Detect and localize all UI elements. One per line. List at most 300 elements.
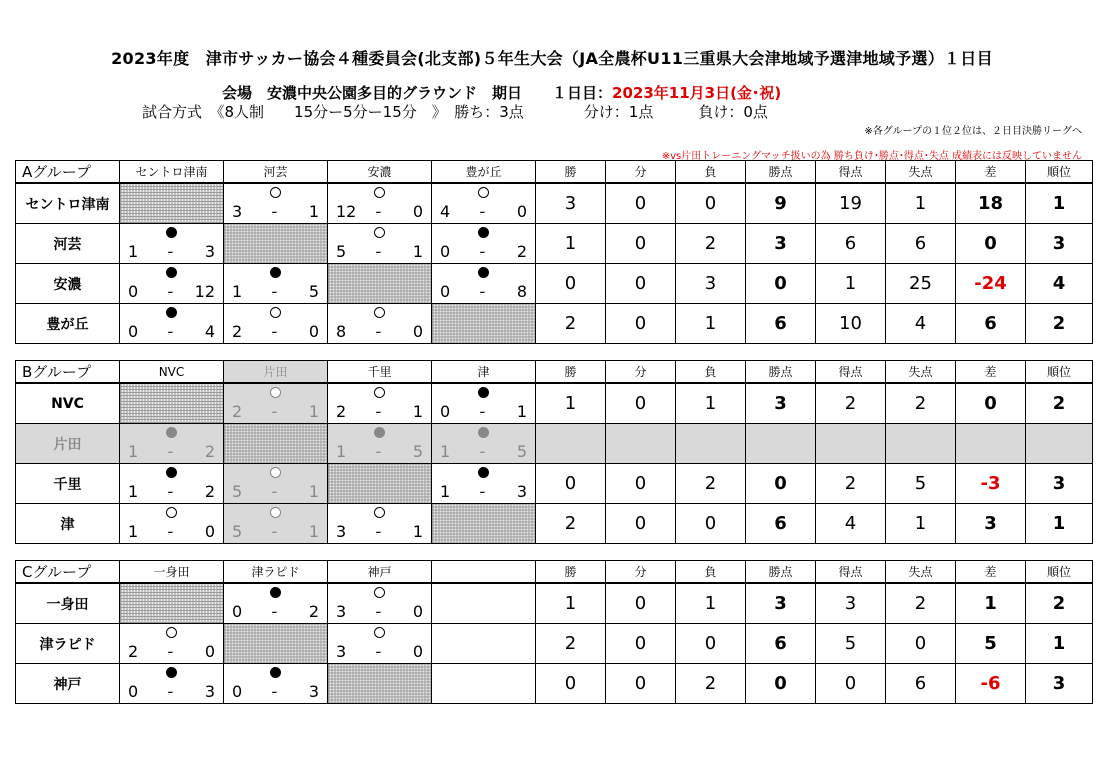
win-circle-icon [270, 507, 281, 518]
goals-for: 12 [336, 202, 357, 221]
goals-against: 0 [308, 322, 319, 341]
score-dash: - [271, 322, 278, 341]
column-team-name: 豊が丘 [432, 161, 536, 184]
match-score [432, 442, 535, 462]
stat-cell: 1 [536, 224, 606, 264]
column-team-name: 神戸 [328, 561, 432, 584]
match-result-cell [432, 304, 536, 344]
loss-dot-icon [270, 267, 281, 278]
stat-cell: 1 [676, 383, 746, 424]
stat-cell: -3 [956, 464, 1026, 504]
goals-against: 1 [412, 402, 423, 421]
match-score [120, 522, 223, 542]
stat-header: 得点 [816, 361, 886, 384]
stat-cell: 3 [1026, 224, 1093, 264]
stat-cell: 0 [606, 664, 676, 704]
stat-header: 分 [606, 361, 676, 384]
stat-header: 順位 [1026, 161, 1093, 184]
stat-header: 負 [676, 561, 746, 584]
team-row [16, 383, 1093, 424]
stat-cell: 6 [746, 304, 816, 344]
stat-cell [956, 424, 1026, 464]
stat-cell: -24 [956, 264, 1026, 304]
match-result-cell [432, 424, 536, 464]
score-dash: - [375, 322, 382, 341]
match-score [328, 402, 431, 422]
match-result-cell [432, 464, 536, 504]
stat-cell: 0 [606, 583, 676, 624]
goals-against: 5 [516, 442, 527, 461]
venue-label: 会場 安濃中央公園多目的グラウンド 期日 １日目： [222, 84, 613, 102]
match-result-cell [120, 664, 224, 704]
stat-cell: 3 [746, 224, 816, 264]
row-team-name: 津ラピド [16, 624, 120, 664]
win-circle-icon [478, 187, 489, 198]
goals-against: 3 [308, 682, 319, 701]
loss-dot-icon [166, 227, 177, 238]
match-score [224, 282, 327, 302]
match-score [328, 522, 431, 542]
stat-header: 順位 [1026, 561, 1093, 584]
goals-for: 3 [336, 642, 347, 661]
group-table [15, 360, 1093, 544]
win-circle-icon [270, 307, 281, 318]
goals-against: 1 [412, 522, 423, 541]
row-team-name: 豊が丘 [16, 304, 120, 344]
goals-against: 3 [204, 682, 215, 701]
stat-header: 得点 [816, 561, 886, 584]
match-result-cell [120, 224, 224, 264]
goals-against: 1 [516, 402, 527, 421]
goals-against: 0 [204, 522, 215, 541]
goals-against: 1 [308, 482, 319, 501]
loss-dot-icon [270, 667, 281, 678]
column-team-name: セントロ津南 [120, 161, 224, 184]
goals-against: 8 [516, 282, 527, 301]
match-score [432, 202, 535, 222]
match-result-cell [432, 624, 536, 664]
goals-for: 2 [232, 322, 243, 341]
match-score [224, 322, 327, 342]
goals-against: 1 [412, 242, 423, 261]
stat-cell [816, 424, 886, 464]
stat-header: 分 [606, 561, 676, 584]
stat-cell: -6 [956, 664, 1026, 704]
match-result-cell [120, 424, 224, 464]
goals-for: 0 [128, 682, 139, 701]
stat-cell: 2 [676, 664, 746, 704]
stat-cell: 10 [816, 304, 886, 344]
score-dash: - [375, 442, 382, 461]
match-result-cell [224, 224, 328, 264]
stat-cell: 1 [536, 583, 606, 624]
win-circle-icon [166, 627, 177, 638]
stat-cell: 1 [1026, 624, 1093, 664]
goals-against: 0 [412, 642, 423, 661]
stat-cell: 0 [606, 264, 676, 304]
stat-cell: 4 [1026, 264, 1093, 304]
stat-cell: 1 [886, 504, 956, 544]
loss-dot-icon [270, 587, 281, 598]
score-dash: - [375, 642, 382, 661]
score-dash: - [167, 442, 174, 461]
score-dash: - [167, 522, 174, 541]
column-team-name: 片田 [224, 361, 328, 384]
column-team-name: 津 [432, 361, 536, 384]
match-result-cell [328, 304, 432, 344]
goals-for: 0 [232, 682, 243, 701]
stat-header: 勝 [536, 361, 606, 384]
column-team-name: 安濃 [328, 161, 432, 184]
score-dash: - [479, 442, 486, 461]
stat-cell: 2 [816, 464, 886, 504]
stat-cell: 2 [886, 383, 956, 424]
match-score [328, 242, 431, 262]
score-dash: - [271, 522, 278, 541]
stat-cell: 0 [606, 304, 676, 344]
loss-dot-icon [478, 387, 489, 398]
team-row [16, 264, 1093, 304]
stat-header: 勝点 [746, 161, 816, 184]
goals-for: 1 [128, 482, 139, 501]
goals-against: 0 [204, 642, 215, 661]
match-result-cell [224, 624, 328, 664]
goals-against: 1 [308, 522, 319, 541]
goals-for: 8 [336, 322, 347, 341]
column-team-name: 一身田 [120, 561, 224, 584]
stat-header: 失点 [886, 161, 956, 184]
team-row [16, 224, 1093, 264]
goals-against: 1 [308, 402, 319, 421]
team-row [16, 504, 1093, 544]
stat-cell: 0 [746, 664, 816, 704]
win-circle-icon [374, 307, 385, 318]
score-dash: - [271, 482, 278, 501]
column-team-name: 津ラピド [224, 561, 328, 584]
match-score [224, 402, 327, 422]
row-team-name: 千里 [16, 464, 120, 504]
stat-cell: 19 [816, 183, 886, 224]
stat-cell: 3 [746, 583, 816, 624]
match-score [224, 522, 327, 542]
score-dash: - [167, 682, 174, 701]
column-team-name: 河芸 [224, 161, 328, 184]
match-result-cell [224, 504, 328, 544]
stat-cell: 6 [956, 304, 1026, 344]
loss-dot-icon [166, 307, 177, 318]
stat-cell: 0 [676, 624, 746, 664]
goals-against: 0 [412, 202, 423, 221]
stat-cell: 2 [1026, 583, 1093, 624]
goals-against: 2 [204, 442, 215, 461]
row-team-name: 安濃 [16, 264, 120, 304]
match-score [120, 322, 223, 342]
team-row [16, 583, 1093, 624]
stat-header: 順位 [1026, 361, 1093, 384]
stat-cell [1026, 424, 1093, 464]
win-circle-icon [374, 627, 385, 638]
team-row [16, 304, 1093, 344]
column-team-name: 千里 [328, 361, 432, 384]
stat-cell: 3 [956, 504, 1026, 544]
stat-cell: 2 [536, 504, 606, 544]
group-table [15, 160, 1093, 344]
stat-cell: 5 [886, 464, 956, 504]
match-result-cell [224, 664, 328, 704]
stat-cell: 1 [816, 264, 886, 304]
match-result-cell [432, 664, 536, 704]
stat-header: 勝点 [746, 561, 816, 584]
match-result-cell [328, 464, 432, 504]
goals-for: 0 [128, 282, 139, 301]
win-circle-icon [270, 467, 281, 478]
stat-cell: 1 [956, 583, 1026, 624]
match-result-cell [224, 304, 328, 344]
stat-cell: 0 [676, 504, 746, 544]
stat-cell: 5 [816, 624, 886, 664]
goals-for: 2 [128, 642, 139, 661]
goals-against: 4 [204, 322, 215, 341]
match-score [120, 442, 223, 462]
stat-cell: 6 [746, 504, 816, 544]
group-header-row [16, 161, 1093, 184]
score-dash: - [167, 242, 174, 261]
goals-for: 2 [336, 402, 347, 421]
goals-against: 2 [204, 482, 215, 501]
score-dash: - [375, 522, 382, 541]
stat-cell: 1 [1026, 504, 1093, 544]
stat-cell: 9 [746, 183, 816, 224]
stat-cell: 1 [1026, 183, 1093, 224]
score-dash: - [479, 482, 486, 501]
goals-against: 3 [516, 482, 527, 501]
stat-cell: 1 [886, 183, 956, 224]
score-dash: - [167, 642, 174, 661]
stat-cell: 4 [816, 504, 886, 544]
stat-header: 分 [606, 161, 676, 184]
goals-for: 1 [232, 282, 243, 301]
score-dash: - [167, 322, 174, 341]
match-score [120, 242, 223, 262]
stat-header: 得点 [816, 161, 886, 184]
stat-cell: 0 [606, 464, 676, 504]
match-score [432, 402, 535, 422]
goals-for: 3 [336, 522, 347, 541]
match-score [224, 202, 327, 222]
win-circle-icon [270, 387, 281, 398]
loss-dot-icon [374, 427, 385, 438]
stat-header: 負 [676, 161, 746, 184]
goals-for: 0 [232, 602, 243, 621]
stat-cell: 0 [606, 183, 676, 224]
loss-dot-icon [478, 427, 489, 438]
match-result-cell [328, 624, 432, 664]
goals-against: 2 [516, 242, 527, 261]
stat-cell: 0 [746, 464, 816, 504]
stat-cell: 0 [536, 264, 606, 304]
goals-against: 12 [194, 282, 215, 301]
win-circle-icon [166, 507, 177, 518]
group-name: Aグループ [16, 161, 120, 184]
stat-cell: 5 [956, 624, 1026, 664]
goals-for: 1 [128, 442, 139, 461]
group-name: Bグループ [16, 361, 120, 384]
stat-cell: 6 [886, 224, 956, 264]
stat-cell: 3 [1026, 664, 1093, 704]
match-score [120, 482, 223, 502]
stat-cell: 6 [886, 664, 956, 704]
match-score [432, 282, 535, 302]
stat-header: 差 [956, 161, 1026, 184]
win-circle-icon [374, 227, 385, 238]
stat-cell: 3 [1026, 464, 1093, 504]
match-result-cell [328, 383, 432, 424]
match-score [120, 642, 223, 662]
group-name: Cグループ [16, 561, 120, 584]
score-dash: - [271, 282, 278, 301]
match-result-cell [224, 583, 328, 624]
loss-dot-icon [478, 227, 489, 238]
team-row [16, 624, 1093, 664]
goals-for: 0 [440, 402, 451, 421]
katada-note: ※vs片田トレーニングマッチ扱いの為 勝ち負け･勝点･得点･失点 成績表には反映していません [661, 151, 1082, 162]
stat-cell: 2 [886, 583, 956, 624]
goals-against: 5 [412, 442, 423, 461]
goals-for: 1 [440, 482, 451, 501]
stat-header: 勝 [536, 561, 606, 584]
stat-cell: 4 [886, 304, 956, 344]
goals-for: 4 [440, 202, 451, 221]
goals-for: 5 [336, 242, 347, 261]
goals-for: 0 [440, 282, 451, 301]
stat-cell [606, 424, 676, 464]
loss-dot-icon [166, 467, 177, 478]
stat-cell: 1 [676, 583, 746, 624]
stat-header: 勝 [536, 161, 606, 184]
match-result-cell [432, 264, 536, 304]
match-result-cell [328, 183, 432, 224]
match-score [224, 602, 327, 622]
goals-for: 3 [336, 602, 347, 621]
score-dash: - [375, 602, 382, 621]
stat-cell: 2 [676, 224, 746, 264]
goals-for: 0 [128, 322, 139, 341]
match-result-cell [120, 624, 224, 664]
loss-dot-icon [166, 667, 177, 678]
stat-cell: 0 [956, 224, 1026, 264]
stat-cell [886, 424, 956, 464]
match-result-cell [224, 383, 328, 424]
match-result-cell [120, 583, 224, 624]
score-dash: - [375, 402, 382, 421]
win-circle-icon [374, 387, 385, 398]
score-dash: - [479, 402, 486, 421]
loss-dot-icon [478, 267, 489, 278]
score-dash: - [167, 282, 174, 301]
win-circle-icon [374, 187, 385, 198]
goals-for: 1 [128, 242, 139, 261]
score-dash: - [271, 682, 278, 701]
stat-cell: 2 [816, 383, 886, 424]
match-result-cell [328, 504, 432, 544]
match-result-cell [120, 383, 224, 424]
stat-cell: 3 [746, 383, 816, 424]
row-team-name: 津 [16, 504, 120, 544]
goals-for: 1 [440, 442, 451, 461]
goals-against: 2 [308, 602, 319, 621]
match-result-cell [328, 583, 432, 624]
goals-against: 0 [516, 202, 527, 221]
match-result-cell [224, 183, 328, 224]
match-result-cell [120, 264, 224, 304]
win-circle-icon [270, 187, 281, 198]
group-header-row [16, 361, 1093, 384]
match-result-cell [328, 424, 432, 464]
row-team-name: 片田 [16, 424, 120, 464]
stat-cell: 2 [676, 464, 746, 504]
score-dash: - [271, 202, 278, 221]
team-row [16, 183, 1093, 224]
match-score [224, 682, 327, 702]
column-team-name: NVC [120, 361, 224, 384]
score-dash: - [375, 242, 382, 261]
stat-cell: 2 [1026, 304, 1093, 344]
stat-cell: 2 [1026, 383, 1093, 424]
stat-header: 差 [956, 361, 1026, 384]
stat-cell: 1 [536, 383, 606, 424]
match-result-cell [432, 504, 536, 544]
score-dash: - [271, 402, 278, 421]
match-score [328, 642, 431, 662]
team-row [16, 424, 1093, 464]
goals-for: 5 [232, 522, 243, 541]
loss-dot-icon [478, 467, 489, 478]
stat-header: 勝点 [746, 361, 816, 384]
team-row [16, 664, 1093, 704]
stat-cell: 0 [606, 383, 676, 424]
match-result-cell [224, 464, 328, 504]
stat-cell: 3 [536, 183, 606, 224]
stat-cell [746, 424, 816, 464]
match-result-cell [432, 383, 536, 424]
goals-against: 5 [308, 282, 319, 301]
goals-for: 1 [336, 442, 347, 461]
match-result-cell [120, 183, 224, 224]
loss-dot-icon [166, 427, 177, 438]
goals-for: 3 [232, 202, 243, 221]
match-score [120, 282, 223, 302]
match-result-cell [432, 224, 536, 264]
match-score [432, 242, 535, 262]
score-dash: - [271, 602, 278, 621]
page-title: 2023年度 津市サッカー協会４種委員会(北支部)５年生大会（JA全農杯U11三重県大会津地域予選津地域予選）１日目 [111, 49, 993, 68]
match-result-cell [224, 424, 328, 464]
team-row [16, 464, 1093, 504]
stat-cell: 0 [606, 504, 676, 544]
match-result-cell [120, 304, 224, 344]
score-dash: - [479, 242, 486, 261]
column-team-name [432, 561, 536, 584]
match-result-cell [432, 583, 536, 624]
stat-cell: 0 [606, 624, 676, 664]
goals-for: 2 [232, 402, 243, 421]
match-format: 試合方式 《8人制 15分ー5分ー15分 》 勝ち：3点 分け：1点 負け：0点 [142, 103, 768, 121]
row-team-name: 神戸 [16, 664, 120, 704]
venue-line [222, 82, 781, 103]
score-dash: - [479, 282, 486, 301]
stat-header: 差 [956, 561, 1026, 584]
score-dash: - [375, 202, 382, 221]
